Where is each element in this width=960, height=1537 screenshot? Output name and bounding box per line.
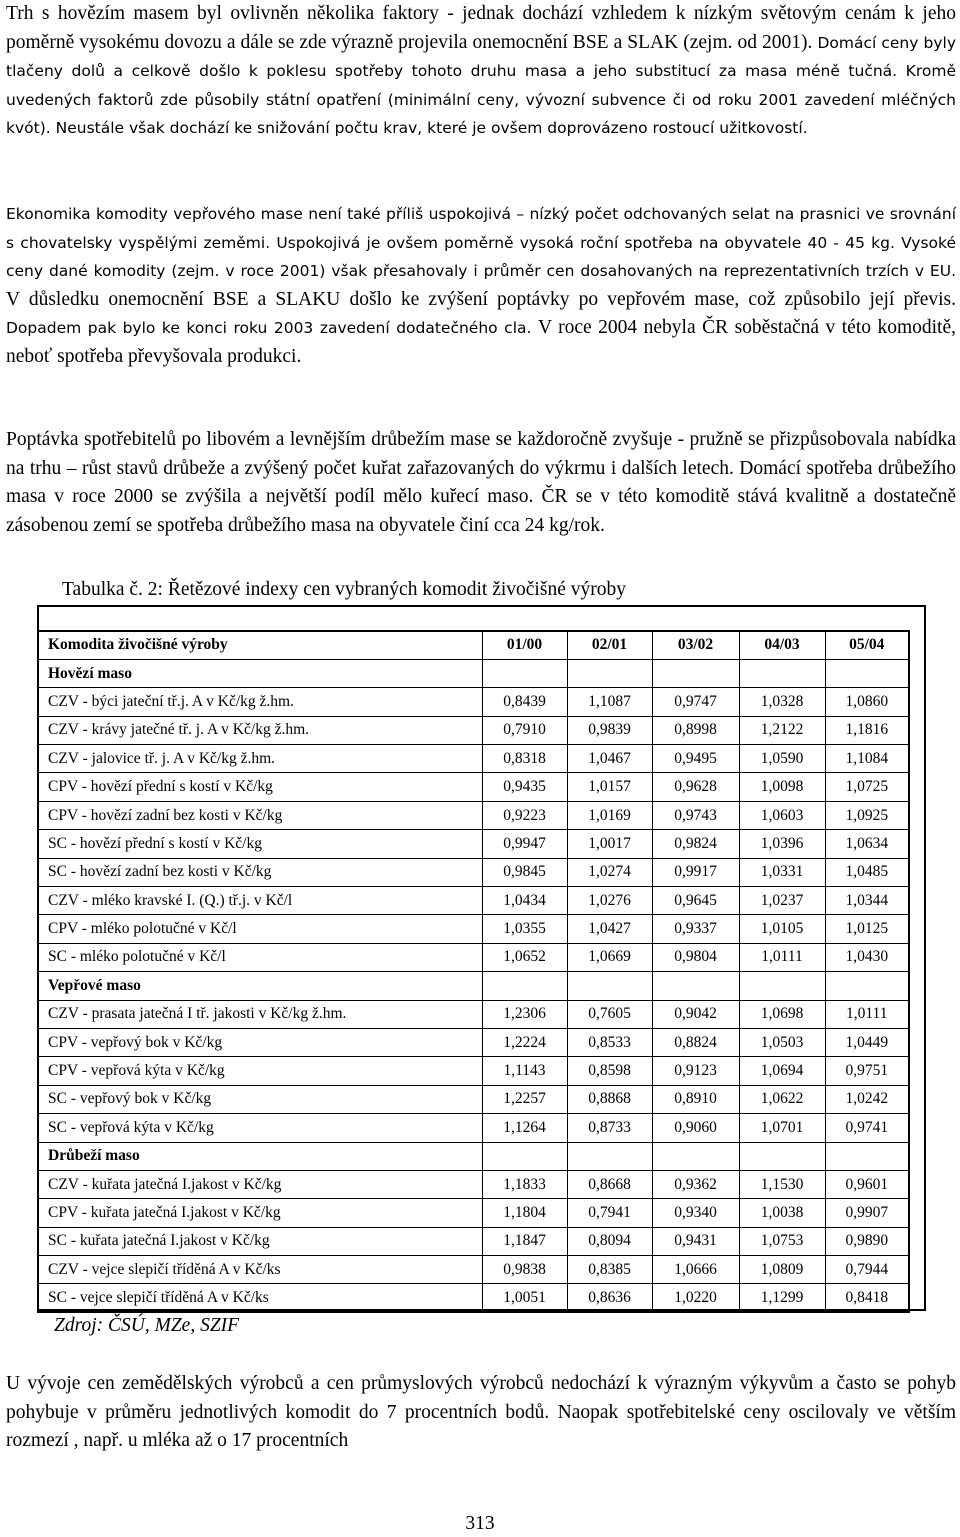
commodity-cell: SC - mléko polotučné v Kč/l bbox=[38, 943, 482, 971]
empty-cell bbox=[482, 1142, 567, 1170]
empty-cell bbox=[739, 1142, 825, 1170]
index-value-cell: 0,9741 bbox=[825, 1114, 909, 1142]
table-row bbox=[38, 1028, 909, 1056]
header-period: 03/02 bbox=[652, 631, 739, 659]
index-value-cell: 0,9337 bbox=[652, 915, 739, 943]
index-value-cell: 1,0622 bbox=[739, 1085, 825, 1113]
index-value-cell: 1,0652 bbox=[482, 943, 567, 971]
index-value-cell: 1,1143 bbox=[482, 1057, 567, 1085]
index-value-cell: 1,2122 bbox=[739, 716, 825, 744]
table-row bbox=[38, 1256, 909, 1284]
commodity-cell: CPV - hovězí přední s kostí v Kč/kg bbox=[38, 773, 482, 801]
index-value-cell: 0,9947 bbox=[482, 830, 567, 858]
category-label: Hovězí maso bbox=[38, 659, 482, 687]
table-row bbox=[38, 1114, 909, 1142]
index-value-cell: 1,0603 bbox=[739, 801, 825, 829]
index-value-cell: 1,1530 bbox=[739, 1170, 825, 1198]
index-value-cell: 1,0276 bbox=[567, 887, 652, 915]
index-value-cell: 0,8385 bbox=[567, 1256, 652, 1284]
commodity-cell: CZV - prasata jatečná I tř. jakosti v Kč/kg ž.hm. bbox=[38, 1000, 482, 1028]
index-value-cell: 0,9917 bbox=[652, 858, 739, 886]
table-row bbox=[38, 915, 909, 943]
empty-cell bbox=[739, 972, 825, 1000]
table-row bbox=[38, 887, 909, 915]
commodity-cell: CPV - vepřová kýta v Kč/kg bbox=[38, 1057, 482, 1085]
empty-cell bbox=[567, 659, 652, 687]
index-value-cell: 0,7941 bbox=[567, 1199, 652, 1227]
index-value-cell: 1,1847 bbox=[482, 1227, 567, 1255]
text-run: Dopadem pak bylo ke konci roku 2003 zavedení dodatečného cla. bbox=[6, 319, 538, 338]
index-value-cell: 0,9838 bbox=[482, 1256, 567, 1284]
index-value-cell: 1,1833 bbox=[482, 1170, 567, 1198]
commodity-cell: CZV - mléko kravské I. (Q.) tř.j. v Kč/l bbox=[38, 887, 482, 915]
index-value-cell: 1,1264 bbox=[482, 1114, 567, 1142]
index-value-cell: 1,0328 bbox=[739, 688, 825, 716]
category-label: Drůbeží maso bbox=[38, 1142, 482, 1170]
index-value-cell: 0,9431 bbox=[652, 1227, 739, 1255]
index-value-cell: 0,7944 bbox=[825, 1256, 909, 1284]
commodity-cell: SC - vepřová kýta v Kč/kg bbox=[38, 1114, 482, 1142]
empty-cell bbox=[825, 1142, 909, 1170]
header-period: 05/04 bbox=[825, 631, 909, 659]
index-value-cell: 1,0467 bbox=[567, 745, 652, 773]
table-category-row bbox=[38, 972, 909, 1000]
empty-cell bbox=[652, 1142, 739, 1170]
index-value-cell: 1,1804 bbox=[482, 1199, 567, 1227]
table-row bbox=[38, 1284, 909, 1312]
index-value-cell: 1,0169 bbox=[567, 801, 652, 829]
index-value-cell: 0,8910 bbox=[652, 1085, 739, 1113]
commodity-cell: CPV - kuřata jatečná I.jakost v Kč/kg bbox=[38, 1199, 482, 1227]
index-value-cell: 1,0753 bbox=[739, 1227, 825, 1255]
index-value-cell: 1,0038 bbox=[739, 1199, 825, 1227]
index-value-cell: 1,1299 bbox=[739, 1284, 825, 1312]
empty-cell bbox=[652, 659, 739, 687]
empty-cell bbox=[825, 659, 909, 687]
commodity-cell: CPV - hovězí zadní bez kosti v Kč/kg bbox=[38, 801, 482, 829]
text-run: Ekonomika komodity vepřového mase není také příliš uspokojivá – nízký počet odchovaných selat na prasnici ve srovnání s chovatelsky vyspělými zeměmi. Uspokojivá je ovšem poměrně vysoká roční spotřeba na obyvatele 40 - 45 kg. Vysoké ceny dané komodity (zejm. v roce 2001) však přesahovaly i průměr cen dosahovaných na reprezentativních trzích v EU. bbox=[6, 205, 956, 281]
index-value-cell: 0,9751 bbox=[825, 1057, 909, 1085]
index-value-cell: 1,0331 bbox=[739, 858, 825, 886]
index-value-cell: 1,2224 bbox=[482, 1028, 567, 1056]
index-value-cell: 1,1087 bbox=[567, 688, 652, 716]
table-caption: Tabulka č. 2: Řetězové indexy cen vybraných komodit živočišné výroby bbox=[62, 579, 626, 600]
index-value-cell: 0,9804 bbox=[652, 943, 739, 971]
index-value-cell: 1,0237 bbox=[739, 887, 825, 915]
index-value-cell: 0,8824 bbox=[652, 1028, 739, 1056]
index-value-cell: 0,9060 bbox=[652, 1114, 739, 1142]
index-value-cell: 0,9042 bbox=[652, 1000, 739, 1028]
header-period: 02/01 bbox=[567, 631, 652, 659]
empty-cell bbox=[567, 972, 652, 1000]
index-value-cell: 1,0427 bbox=[567, 915, 652, 943]
text-run: Poptávka spotřebitelů po libovém a levnějším drůbežím mase se každoročně zvyšuje - pružně se přizpůsobovala nabídka na trhu – růst stavů drůbeže a zvýšený počet kuřat zařazovaných do výkrmu i dalších letech. Domácí spotřeba drůbežího masa v roce 2000 se zvýšila a největší podíl mělo kuřecí maso. ČR se v této komoditě stává kvalitně a dostatečně zásobenou zemí se spotřeba drůbežího masa na obyvatele činí cca 24 kg/rok. bbox=[6, 429, 956, 536]
text-run: Domácí ceny byly tlačeny dolů a celkově došlo k poklesu spotřeby tohoto druhu masa a jeho substitucí za masa méně tučná. Kromě uvedených faktorů zde působily státní opatření (minimální ceny, vývozní subvence či od roku 2001 zavedení mléčných kvót). Neustále však dochází ke snižování počtu krav, které je ovšem doprovázeno rostoucí užitkovostí. bbox=[6, 33, 957, 138]
index-value-cell: 0,8998 bbox=[652, 716, 739, 744]
table-source-note: Zdroj: ČSÚ, MZe, SZIF bbox=[54, 1315, 240, 1336]
empty-cell bbox=[482, 659, 567, 687]
header-period: 01/00 bbox=[482, 631, 567, 659]
table-row bbox=[38, 858, 909, 886]
index-value-cell: 1,0105 bbox=[739, 915, 825, 943]
table-row bbox=[38, 943, 909, 971]
category-label: Vepřové maso bbox=[38, 972, 482, 1000]
table-row bbox=[38, 1085, 909, 1113]
commodity-cell: CZV - kuřata jatečná I.jakost v Kč/kg bbox=[38, 1170, 482, 1198]
index-value-cell: 1,0634 bbox=[825, 830, 909, 858]
table-row bbox=[38, 716, 909, 744]
page-number: 313 bbox=[465, 1513, 495, 1534]
index-value-cell: 1,0449 bbox=[825, 1028, 909, 1056]
index-value-cell: 1,0242 bbox=[825, 1085, 909, 1113]
index-value-cell: 0,8733 bbox=[567, 1114, 652, 1142]
index-value-cell: 1,1084 bbox=[825, 745, 909, 773]
index-value-cell: 1,0344 bbox=[825, 887, 909, 915]
index-value-cell: 1,0355 bbox=[482, 915, 567, 943]
index-value-cell: 1,0051 bbox=[482, 1284, 567, 1312]
table-category-row bbox=[38, 1142, 909, 1170]
empty-cell bbox=[825, 972, 909, 1000]
index-value-cell: 0,9628 bbox=[652, 773, 739, 801]
index-value-cell: 0,8318 bbox=[482, 745, 567, 773]
text-run: U vývoje cen zemědělských výrobců a cen průmyslových výrobců nedochází k výrazným výkyvům a často se pohyb pohybuje v průměru jednotlivých komodit do 7 procentních bodů. Naopak spotřebitelské ceny oscilovaly ve větším rozmezí , např. u mléka až o 17 procentních bbox=[6, 1373, 956, 1452]
text-run: V důsledku onemocnění BSE a SLAKU došlo ke zvýšení poptávky po vepřovém mase, což způsobilo její převis. bbox=[6, 288, 956, 310]
index-value-cell: 1,2257 bbox=[482, 1085, 567, 1113]
commodity-cell: CZV - jalovice tř. j. A v Kč/kg ž.hm. bbox=[38, 745, 482, 773]
commodity-cell: CPV - mléko polotučné v Kč/l bbox=[38, 915, 482, 943]
empty-cell bbox=[482, 972, 567, 1000]
index-value-cell: 0,9645 bbox=[652, 887, 739, 915]
table-body bbox=[38, 659, 909, 1312]
index-value-cell: 0,9747 bbox=[652, 688, 739, 716]
index-value-cell: 1,0698 bbox=[739, 1000, 825, 1028]
index-value-cell: 1,0860 bbox=[825, 688, 909, 716]
index-value-cell: 0,9435 bbox=[482, 773, 567, 801]
table-row bbox=[38, 773, 909, 801]
header-period: 04/03 bbox=[739, 631, 825, 659]
index-value-cell: 1,0503 bbox=[739, 1028, 825, 1056]
table-row bbox=[38, 688, 909, 716]
index-value-cell: 1,0590 bbox=[739, 745, 825, 773]
index-value-cell: 1,1816 bbox=[825, 716, 909, 744]
paragraph-price-development bbox=[6, 1370, 956, 1456]
paragraph-pork-market bbox=[6, 200, 956, 372]
price-index-table bbox=[37, 630, 910, 1313]
header-commodity: Komodita živočišné výroby bbox=[38, 631, 482, 659]
index-value-cell: 0,9362 bbox=[652, 1170, 739, 1198]
empty-cell bbox=[652, 972, 739, 1000]
table-row bbox=[38, 1199, 909, 1227]
index-value-cell: 1,0694 bbox=[739, 1057, 825, 1085]
index-value-cell: 0,9907 bbox=[825, 1199, 909, 1227]
index-value-cell: 1,0666 bbox=[652, 1256, 739, 1284]
index-value-cell: 0,9743 bbox=[652, 801, 739, 829]
paragraph-poultry-market bbox=[6, 426, 956, 540]
table-row bbox=[38, 1057, 909, 1085]
index-value-cell: 0,9845 bbox=[482, 858, 567, 886]
index-value-cell: 1,0925 bbox=[825, 801, 909, 829]
empty-cell bbox=[739, 659, 825, 687]
table-category-row bbox=[38, 659, 909, 687]
index-value-cell: 1,0669 bbox=[567, 943, 652, 971]
index-value-cell: 0,7605 bbox=[567, 1000, 652, 1028]
index-value-cell: 1,0111 bbox=[739, 943, 825, 971]
index-value-cell: 1,0111 bbox=[825, 1000, 909, 1028]
table-row bbox=[38, 745, 909, 773]
index-value-cell: 0,9601 bbox=[825, 1170, 909, 1198]
index-value-cell: 1,0125 bbox=[825, 915, 909, 943]
index-value-cell: 1,0485 bbox=[825, 858, 909, 886]
index-value-cell: 0,9824 bbox=[652, 830, 739, 858]
index-value-cell: 1,0396 bbox=[739, 830, 825, 858]
index-value-cell: 1,0701 bbox=[739, 1114, 825, 1142]
index-value-cell: 0,8533 bbox=[567, 1028, 652, 1056]
commodity-cell: SC - hovězí zadní bez kosti v Kč/kg bbox=[38, 858, 482, 886]
table-row bbox=[38, 1170, 909, 1198]
table-row bbox=[38, 830, 909, 858]
commodity-cell: SC - kuřata jatečná I.jakost v Kč/kg bbox=[38, 1227, 482, 1255]
index-value-cell: 0,9495 bbox=[652, 745, 739, 773]
index-value-cell: 1,0098 bbox=[739, 773, 825, 801]
commodity-cell: CZV - vejce slepičí tříděná A v Kč/ks bbox=[38, 1256, 482, 1284]
index-value-cell: 0,9890 bbox=[825, 1227, 909, 1255]
empty-cell bbox=[567, 1142, 652, 1170]
table-row bbox=[38, 801, 909, 829]
index-value-cell: 0,8636 bbox=[567, 1284, 652, 1312]
index-value-cell: 0,8598 bbox=[567, 1057, 652, 1085]
table-row bbox=[38, 1000, 909, 1028]
text-run: V roce 2004 nebyla ČR soběstačná v této komoditě, neboť spotřeba převyšovala produkci. bbox=[6, 317, 956, 367]
index-value-cell: 1,0017 bbox=[567, 830, 652, 858]
table-row bbox=[38, 1227, 909, 1255]
commodity-cell: CPV - vepřový bok v Kč/kg bbox=[38, 1028, 482, 1056]
commodity-cell: CZV - býci jateční tř.j. A v Kč/kg ž.hm. bbox=[38, 688, 482, 716]
index-value-cell: 1,0274 bbox=[567, 858, 652, 886]
commodity-cell: SC - hovězí přední s kostí v Kč/kg bbox=[38, 830, 482, 858]
index-value-cell: 0,8668 bbox=[567, 1170, 652, 1198]
commodity-cell: SC - vejce slepičí tříděná A v Kč/ks bbox=[38, 1284, 482, 1312]
index-value-cell: 1,0725 bbox=[825, 773, 909, 801]
index-value-cell: 0,9839 bbox=[567, 716, 652, 744]
paragraph-beef-market bbox=[6, 0, 956, 143]
index-value-cell: 0,8868 bbox=[567, 1085, 652, 1113]
commodity-cell: CZV - krávy jatečné tř. j. A v Kč/kg ž.hm. bbox=[38, 716, 482, 744]
index-value-cell: 0,9340 bbox=[652, 1199, 739, 1227]
index-value-cell: 1,0434 bbox=[482, 887, 567, 915]
index-value-cell: 1,0157 bbox=[567, 773, 652, 801]
index-value-cell: 1,2306 bbox=[482, 1000, 567, 1028]
index-value-cell: 0,8094 bbox=[567, 1227, 652, 1255]
index-value-cell: 1,0220 bbox=[652, 1284, 739, 1312]
text-run: Trh s hovězím masem byl ovlivněn několika faktory - jednak dochází vzhledem k nízkým světovým cenám k jeho poměrně vysokému dovozu a dále se zde výrazně projevila onemocnění BSE a SLAK (zejm. od 2001). bbox=[6, 3, 956, 53]
index-value-cell: 1,0809 bbox=[739, 1256, 825, 1284]
index-value-cell: 0,8418 bbox=[825, 1284, 909, 1312]
index-value-cell: 0,7910 bbox=[482, 716, 567, 744]
index-value-cell: 0,9123 bbox=[652, 1057, 739, 1085]
table-header-row bbox=[38, 631, 909, 659]
index-value-cell: 1,0430 bbox=[825, 943, 909, 971]
index-value-cell: 0,8439 bbox=[482, 688, 567, 716]
index-value-cell: 0,9223 bbox=[482, 801, 567, 829]
commodity-cell: SC - vepřový bok v Kč/kg bbox=[38, 1085, 482, 1113]
